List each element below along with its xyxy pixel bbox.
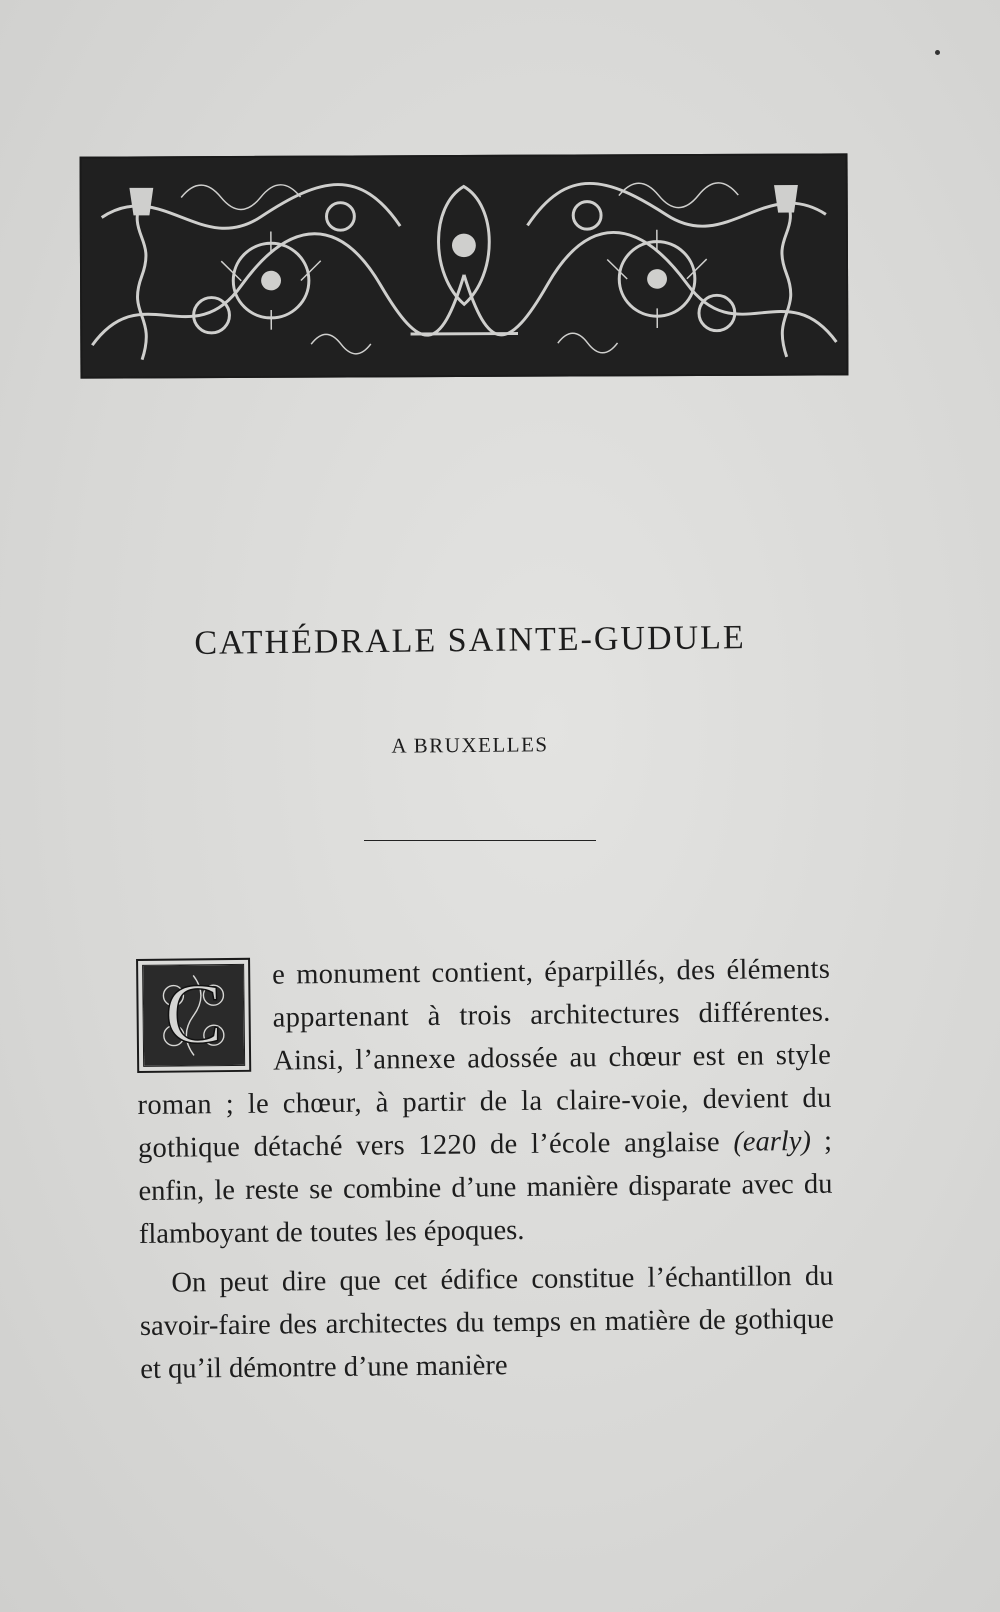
vine-scroll-ornament-icon xyxy=(82,155,847,376)
ink-speck xyxy=(935,50,940,55)
ornate-letter-c-icon xyxy=(143,965,244,1066)
svg-text:C: C xyxy=(164,965,223,1062)
italic-term: (early) xyxy=(733,1125,812,1158)
dropcap-ornament xyxy=(136,958,251,1073)
divider xyxy=(364,840,596,841)
body-text xyxy=(136,948,835,1391)
ornamental-banner xyxy=(80,153,849,378)
paragraph-2: On peut dire que cet édifice constitue l’échantillon du savoir-faire des architectes du temps en matière de gothique et qu’il démontre d’une manière xyxy=(139,1260,835,1385)
paragraph-1-end: ; enfin, le reste se combine d’une manière disparate avec du flamboyant de toutes les époques. xyxy=(138,1125,833,1250)
page-subtitle: A BRUXELLES xyxy=(391,732,549,758)
paragraph-1-text: e monument contient, éparpillés, des éléments appartenant à trois architectures différentes. Ainsi, l’annexe adossée au chœur est en style roman ; le chœur, à partir de la claire-voie, devient du gothique détaché vers 1220 de l’école anglaise xyxy=(137,953,832,1164)
page-title: CATHÉDRALE SAINTE-GUDULE xyxy=(194,619,746,662)
